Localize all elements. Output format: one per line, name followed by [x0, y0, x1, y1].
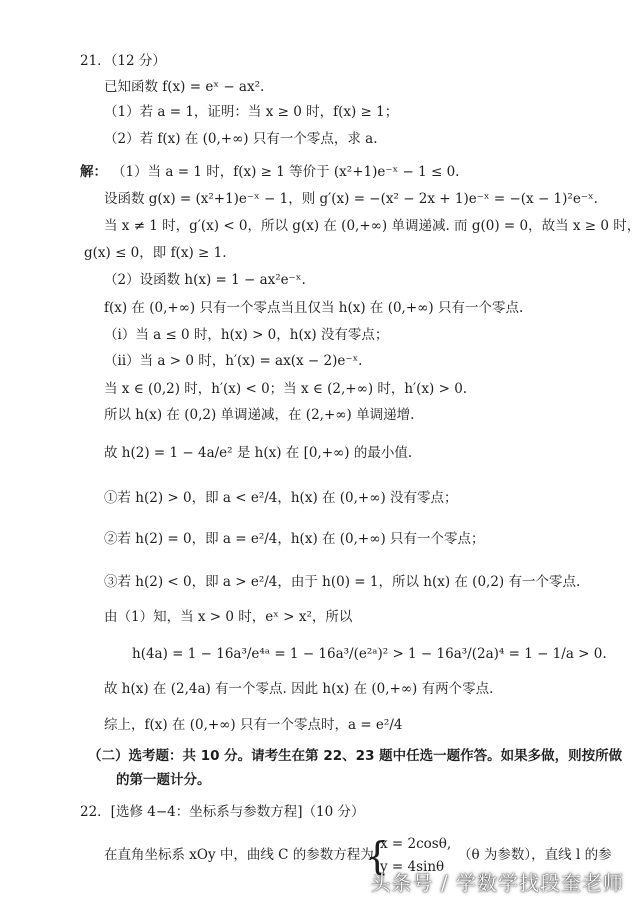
- problem-22-header: 22．[选修 4−4：坐标系与参数方程]（10 分）: [80, 804, 365, 820]
- solution-line: 所以 h(x) 在 (0,2) 单调递减，在 (2,+∞) 单调递增.: [104, 407, 415, 423]
- solution-line: ①若 h(2) > 0，即 a < e²/4，h(x) 在 (0,+∞) 没有零点；: [104, 490, 458, 506]
- solution-line: ②若 h(2) = 0，即 a = e²/4，h(x) 在 (0,+∞) 只有一个零点；: [104, 531, 485, 547]
- solution-line: （2）设函数 h(x) = 1 − ax²e⁻ˣ.: [104, 272, 306, 288]
- brace-symbol: {: [365, 834, 390, 878]
- solution-line: 故 h(x) 在 (2,4a) 有一个零点. 因此 h(x) 在 (0,+∞) 有两个零点.: [104, 681, 494, 697]
- solution-line: （1）当 a = 1 时，f(x) ≥ 1 等价于 (x²+1)e⁻ˣ − 1 ≤ 0.: [112, 164, 460, 180]
- solution-equation: h(4a) = 1 − 16a³/e⁴ᵃ = 1 − 16a³/(e²ᵃ)² > 1 − 16a³/(2a)⁴ = 1 − 1/a > 0.: [132, 646, 607, 662]
- problem-21-header: 21．（12 分）: [80, 53, 166, 69]
- solution-label: 解：: [80, 164, 107, 180]
- problem-22-eq1: x = 2cosθ,: [380, 836, 452, 852]
- solution-line: 由（1）知，当 x > 0 时，eˣ > x²，所以: [104, 609, 353, 625]
- problem-21-statement: 已知函数 f(x) = eˣ − ax².: [104, 79, 265, 95]
- problem-21-part2: （2）若 f(x) 在 (0,+∞) 只有一个零点，求 a.: [104, 131, 378, 147]
- elective-line-2: 的第一题计分。: [116, 772, 211, 788]
- problem-22-text-after: （θ 为参数），直线 l 的参: [458, 847, 612, 863]
- solution-line: f(x) 在 (0,+∞) 只有一个零点当且仅当 h(x) 在 (0,+∞) 只有一个零点.: [104, 300, 524, 316]
- problem-22-text-before: 在直角坐标系 xOy 中，曲线 C 的参数方程为: [104, 847, 374, 863]
- solution-line: 当 x ≠ 1 时，g′(x) < 0，所以 g(x) 在 (0,+∞) 单调递减. 而 g(0) = 0，故当 x ≥ 0 时，: [104, 218, 640, 234]
- solution-line: 当 x ∈ (0,2) 时，h′(x) < 0；当 x ∈ (2,+∞) 时，h′(x) > 0.: [104, 381, 468, 397]
- solution-line: （ⅰ）当 a ≤ 0 时，h(x) > 0，h(x) 没有零点；: [104, 327, 389, 343]
- solution-line: g(x) ≤ 0，即 f(x) ≥ 1.: [84, 245, 227, 261]
- problem-21-part1: （1）若 a = 1，证明：当 x ≥ 0 时，f(x) ≥ 1；: [104, 104, 399, 120]
- solution-line: （ⅱ）当 a > 0 时，h′(x) = ax(x − 2)e⁻ˣ.: [104, 353, 363, 369]
- elective-line-1: （二）选考题：共 10 分。请考生在第 22、23 题中任选一题作答。如果多做，则按所做: [88, 748, 623, 764]
- solution-line: ③若 h(2) < 0，即 a > e²/4，由于 h(0) = 1，所以 h(x) 在 (0,2) 有一个零点.: [104, 574, 581, 590]
- solution-line: 故 h(2) = 1 − 4a/e² 是 h(x) 在 [0,+∞) 的最小值.: [104, 445, 413, 461]
- solution-line: 设函数 g(x) = (x²+1)e⁻ˣ − 1，则 g′(x) = −(x² − 2x + 1)e⁻ˣ = −(x − 1)²e⁻ˣ.: [104, 191, 598, 207]
- watermark: 头条号 / 学数学找段奎老师: [370, 871, 624, 895]
- problem-22-eq2: y = 4sinθ: [380, 859, 445, 875]
- solution-line: 综上，f(x) 在 (0,+∞) 只有一个零点时，a = e²/4: [104, 717, 403, 733]
